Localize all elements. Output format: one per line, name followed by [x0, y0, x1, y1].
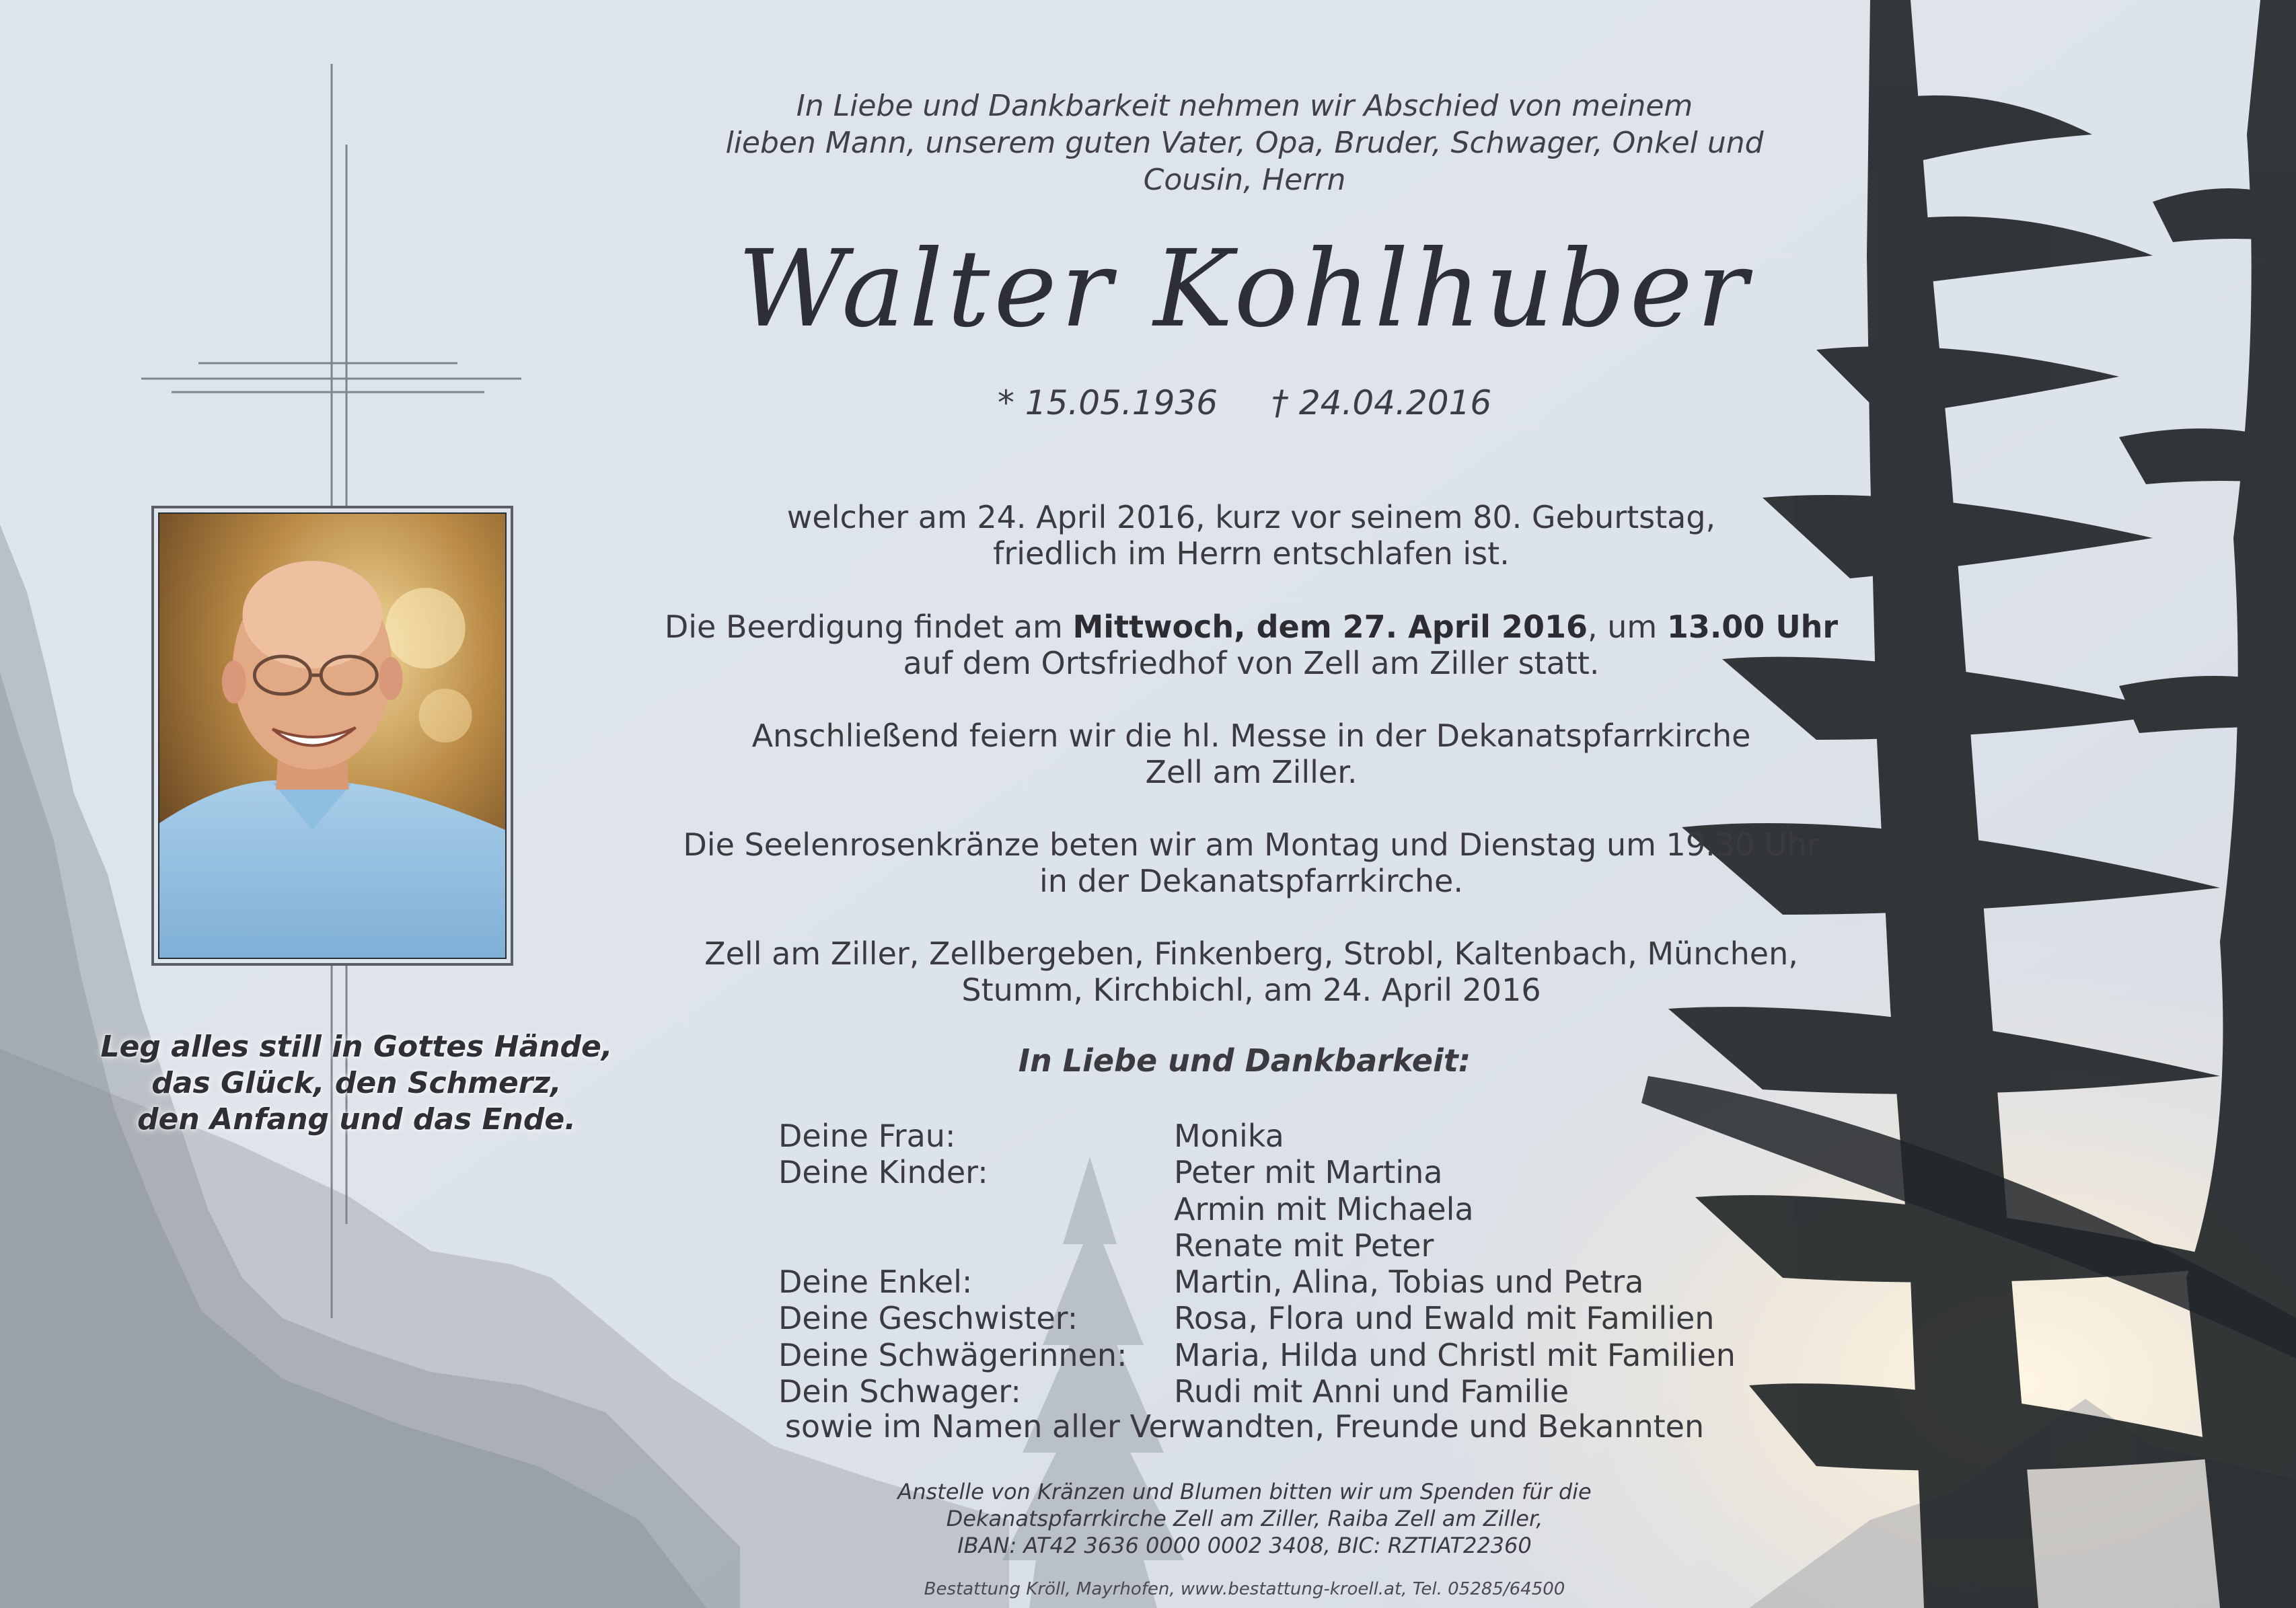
relative-row	[778, 1373, 1787, 1410]
on-behalf-line: sowie im Namen aller Verwandten, Freunde und Bekannten	[784, 1408, 1705, 1445]
relative-label: Deine Frau:	[778, 1118, 956, 1154]
relative-label: Deine Geschwister:	[778, 1300, 1078, 1337]
death-notice	[579, 499, 1924, 572]
verse-line: den Anfang und das Ende.	[137, 1102, 576, 1137]
mass-line: Zell am Ziller.	[1145, 754, 1358, 790]
donation-line: Dekanatspfarrkirche Zell am Ziller, Raiba Zell am Ziller,	[946, 1506, 1543, 1531]
places-line: Zell am Ziller, Zellbergeben, Finkenberg, Strobl, Kaltenbach, München,	[704, 935, 1798, 972]
relative-label: Deine Kinder:	[778, 1154, 988, 1191]
donation-line: Anstelle von Kränzen und Blumen bitten wir um Spenden für die	[897, 1479, 1592, 1504]
relative-names: Armin mit Michaela	[1174, 1190, 1474, 1227]
mass-line: Anschließend feiern wir die hl. Messe in der Dekanatspfarrkirche	[751, 718, 1751, 754]
relative-row	[778, 1264, 1787, 1300]
relative-names: Martin, Alina, Tobias und Petra	[1174, 1264, 1644, 1301]
funeral-day: Mittwoch, dem 27. April 2016	[1072, 609, 1588, 645]
funeral-info	[579, 609, 1924, 681]
relative-label: Deine Enkel:	[778, 1264, 973, 1301]
rosary-line: in der Dekanatspfarrkirche.	[1039, 863, 1463, 899]
relative-row	[778, 1118, 1787, 1154]
intro-line: In Liebe und Dankbarkeit nehmen wir Abschied von meinem	[796, 89, 1693, 123]
relative-label	[778, 1227, 1174, 1264]
notice-line: welcher am 24. April 2016, kurz vor seinem 80. Geburtstag,	[786, 499, 1716, 535]
rosary-info	[579, 827, 1924, 899]
relative-names: Rosa, Flora und Ewald mit Familien	[1174, 1300, 1715, 1337]
funeral-middle: , um	[1587, 609, 1667, 645]
mass-info	[579, 718, 1924, 790]
intro-text	[605, 87, 1884, 198]
relative-row	[778, 1337, 1787, 1373]
closing-line: In Liebe und Dankbarkeit:	[1018, 1042, 1471, 1079]
relative-names: Renate mit Peter	[1174, 1227, 1434, 1264]
rosary-line: Die Seelenrosenkränze beten wir am Montag und Dienstag um 19.30 Uhr	[683, 827, 1820, 863]
relative-label: Deine Schwägerinnen:	[778, 1336, 1127, 1373]
relative-names: Maria, Hilda und Christl mit Familien	[1174, 1336, 1736, 1373]
deceased-name: Walter Kohlhuber	[737, 227, 1752, 351]
relative-names: Monika	[1174, 1118, 1284, 1154]
funeral-line	[579, 609, 1924, 645]
donation-note	[673, 1478, 1816, 1559]
portrait-illustration	[159, 514, 505, 958]
funeral-prefix: Die Beerdigung findet am	[664, 609, 1073, 645]
donation-line: IBAN: AT42 3636 0000 0002 3408, BIC: RZTIAT22360	[957, 1533, 1532, 1558]
relative-names: Peter mit Martina	[1174, 1154, 1443, 1191]
places-line: Stumm, Kirchbichl, am 24. April 2016	[961, 972, 1541, 1008]
portrait-image	[158, 512, 507, 959]
relative-label: Dein Schwager:	[778, 1373, 1021, 1410]
funeral-home-footer: Bestattung Kröll, Mayrhofen, www.bestattung-kroell.at, Tel. 05285/64500	[924, 1579, 1565, 1599]
places-date	[579, 935, 1924, 1008]
relatives-list	[778, 1118, 1787, 1410]
birth-date: * 15.05.1936	[997, 383, 1218, 422]
portrait-photo	[151, 506, 513, 966]
relative-names: Rudi mit Anni und Familie	[1174, 1373, 1569, 1410]
relative-row	[778, 1154, 1787, 1190]
death-date: † 24.04.2016	[1271, 383, 1492, 422]
intro-line: Cousin, Herrn	[1143, 163, 1346, 197]
intro-line: lieben Mann, unserem guten Vater, Opa, Bruder, Schwager, Onkel und	[725, 126, 1764, 160]
relative-row	[778, 1227, 1787, 1264]
relative-row	[778, 1300, 1787, 1336]
relative-row	[778, 1191, 1787, 1227]
memorial-verse	[81, 1029, 632, 1138]
relative-label	[778, 1191, 1174, 1227]
verse-line: Leg alles still in Gottes Hände,	[100, 1030, 613, 1064]
funeral-time: 13.00 Uhr	[1666, 609, 1839, 645]
verse-line: das Glück, den Schmerz,	[151, 1066, 562, 1100]
funeral-location: auf dem Ortsfriedhof von Zell am Ziller statt.	[903, 645, 1600, 681]
life-dates	[807, 383, 1682, 422]
notice-line: friedlich im Herrn entschlafen ist.	[993, 535, 1510, 572]
